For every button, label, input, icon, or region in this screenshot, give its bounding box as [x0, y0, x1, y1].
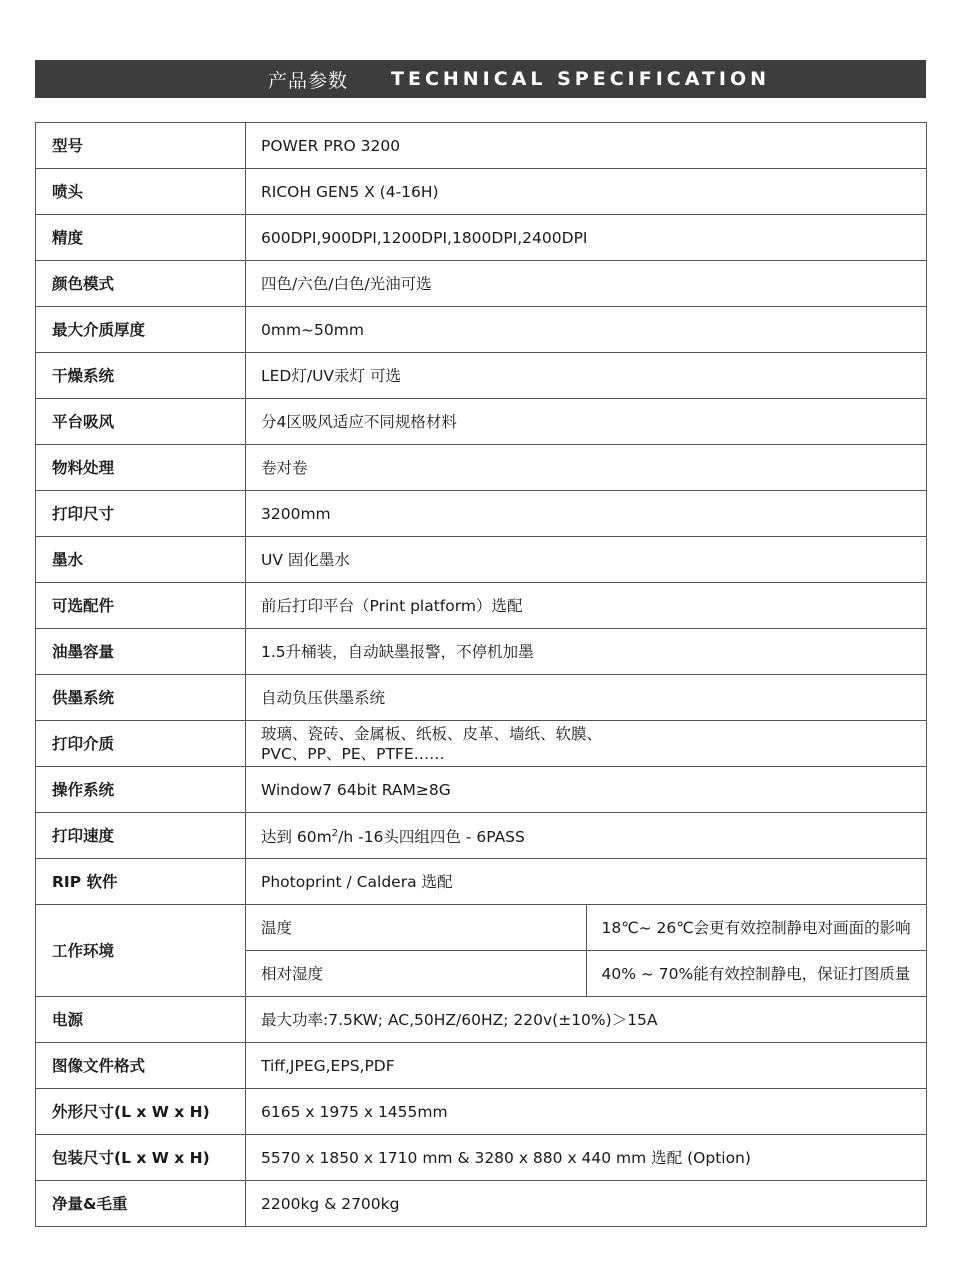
table-row: [36, 583, 927, 629]
sub-value: 18℃~ 26℃会更有效控制静电对画面的影响: [586, 905, 927, 951]
table-row: [36, 123, 927, 169]
table-row: [36, 1135, 927, 1181]
table-row: [36, 399, 927, 445]
spec-label: 电源: [36, 997, 246, 1043]
spec-label: 操作系统: [36, 767, 246, 813]
spec-value: Photoprint / Caldera 选配: [246, 859, 927, 905]
speed-value-post: /h -16头四组四色 - 6PASS: [338, 828, 525, 847]
table-row: [36, 215, 927, 261]
table-row: [36, 859, 927, 905]
spec-value: 3200mm: [246, 491, 927, 537]
sub-label: 相对湿度: [246, 951, 587, 997]
spec-label: 可选配件: [36, 583, 246, 629]
table-row: [36, 629, 927, 675]
table-row: [36, 767, 927, 813]
spec-value: 前后打印平台（Print platform）选配: [246, 583, 927, 629]
spec-value: [246, 813, 927, 859]
spec-label: 墨水: [36, 537, 246, 583]
table-row: [36, 813, 927, 859]
spec-label: 型号: [36, 123, 246, 169]
table-row: [36, 1181, 927, 1227]
spec-value: 2200kg & 2700kg: [246, 1181, 927, 1227]
header-title-cn: 产品参数: [268, 70, 349, 92]
spec-value: 自动负压供墨系统: [246, 675, 927, 721]
spec-value: 600DPI,900DPI,1200DPI,1800DPI,2400DPI: [246, 215, 927, 261]
spec-label: 平台吸风: [36, 399, 246, 445]
table-row: [36, 1043, 927, 1089]
spec-value: POWER PRO 3200: [246, 123, 927, 169]
spec-label: 干燥系统: [36, 353, 246, 399]
spec-value: RICOH GEN5 X (4-16H): [246, 169, 927, 215]
spec-label: 图像文件格式: [36, 1043, 246, 1089]
sub-value: 40% ~ 70%能有效控制静电，保证打图质量: [586, 951, 927, 997]
spec-label: 油墨容量: [36, 629, 246, 675]
table-row: [36, 905, 927, 951]
table-row: [36, 307, 927, 353]
table-row: [36, 537, 927, 583]
spec-label: 工作环境: [36, 905, 246, 997]
spec-label: 打印介质: [36, 721, 246, 767]
spec-table: [35, 122, 927, 1227]
spec-label: 喷头: [36, 169, 246, 215]
spec-value: 0mm~50mm: [246, 307, 927, 353]
table-row: [36, 491, 927, 537]
spec-label: 供墨系统: [36, 675, 246, 721]
spec-value: 6165 x 1975 x 1455mm: [246, 1089, 927, 1135]
table-row: [36, 675, 927, 721]
spec-value: [246, 721, 927, 767]
table-row: [36, 721, 927, 767]
spec-label: 打印尺寸: [36, 491, 246, 537]
section-header: [35, 60, 926, 98]
spec-value-line: 玻璃、瓷砖、金属板、纸板、皮革、墙纸、软膜、: [261, 724, 603, 743]
table-row: [36, 1089, 927, 1135]
spec-label: 物料处理: [36, 445, 246, 491]
table-row: [36, 169, 927, 215]
spec-label: 最大介质厚度: [36, 307, 246, 353]
spec-value: Tiff,JPEG,EPS,PDF: [246, 1043, 927, 1089]
spec-value: UV 固化墨水: [246, 537, 927, 583]
spec-label: 外形尺寸(L x W x H): [36, 1089, 246, 1135]
spec-value-line: PVC、PP、PE、PTFE……: [261, 744, 445, 763]
spec-label: RIP 软件: [36, 859, 246, 905]
sub-label: 温度: [246, 905, 587, 951]
spec-value: 1.5升桶装，自动缺墨报警，不停机加墨: [246, 629, 927, 675]
spec-label: 颜色模式: [36, 261, 246, 307]
spec-label: 打印速度: [36, 813, 246, 859]
spec-value: LED灯/UV汞灯 可选: [246, 353, 927, 399]
spec-label: 净量&毛重: [36, 1181, 246, 1227]
header-title-en: TECHNICAL SPECIFICATION: [391, 68, 771, 90]
spec-value: 5570 x 1850 x 1710 mm & 3280 x 880 x 440 mm 选配 (Option): [246, 1135, 927, 1181]
table-row: [36, 445, 927, 491]
speed-value-pre: 达到 60m: [261, 828, 332, 847]
table-row: [36, 261, 927, 307]
spec-value: 卷对卷: [246, 445, 927, 491]
spec-label: 包装尺寸(L x W x H): [36, 1135, 246, 1181]
speed-value-sup: 2: [331, 827, 339, 839]
spec-label: 精度: [36, 215, 246, 261]
spec-value: 四色/六色/白色/光油可选: [246, 261, 927, 307]
spec-value: 分4区吸风适应不同规格材料: [246, 399, 927, 445]
table-row: [36, 353, 927, 399]
table-row: [36, 997, 927, 1043]
spec-value: Window7 64bit RAM≥8G: [246, 767, 927, 813]
spec-value: 最大功率:7.5KW; AC,50HZ/60HZ; 220v(±10%)＞15A: [246, 997, 927, 1043]
